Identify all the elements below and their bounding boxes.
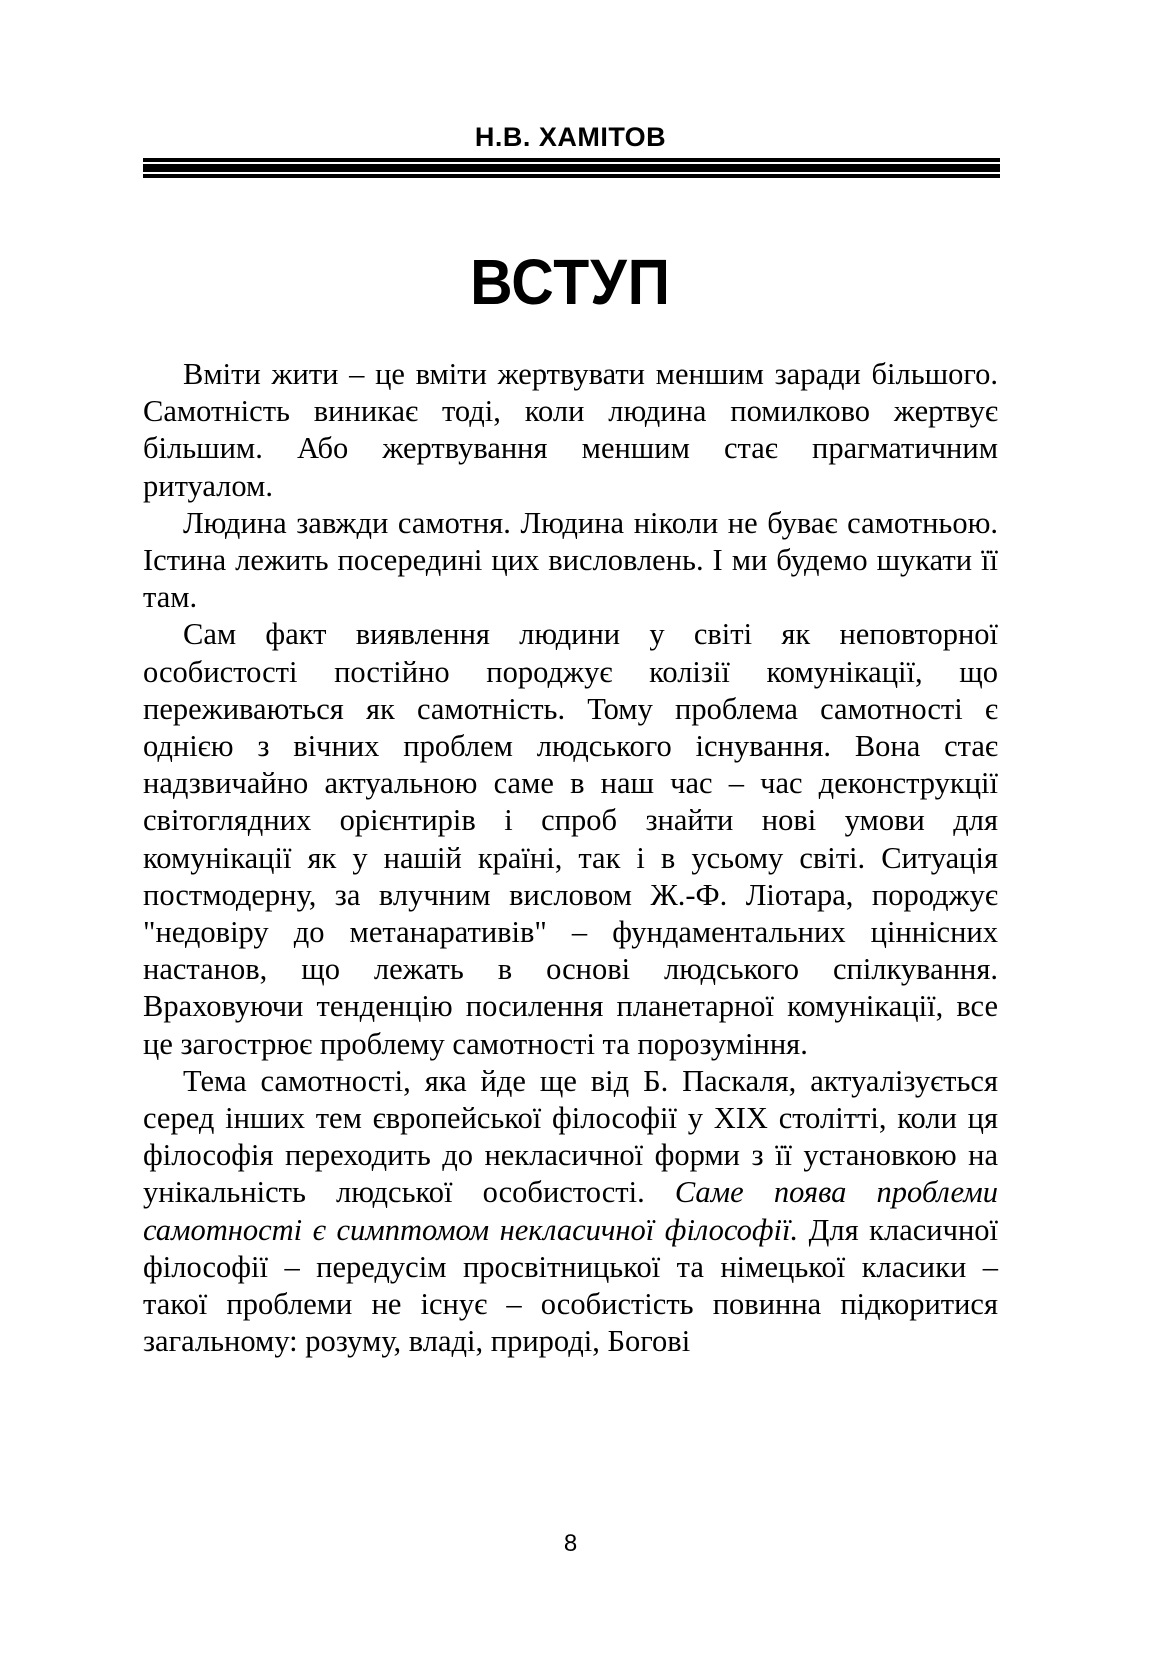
body-text	[143, 356, 998, 1360]
header-triple-rule	[143, 158, 1000, 178]
paragraph-3: Сам факт виявлення людини у світі як неповторної особистості постійно породжує колізії комунікації, що переживаються як самотність. Тому проблема самотності є однією з вічних проблем людського існування. Вона стає надзвичайно актуальною саме в наш час – час деконструкції світоглядних орієнтирів і спроб знайти нові умови для комунікації як у нашій країні, так і в усьому світі. Ситуація постмодерну, за влучним висловом Ж.-Ф. Ліотара, породжує "недовіру до метанаративів" – фундаментальних ціннісних настанов, що лежать в основі людського спілкування. Враховуючи тенденцію посилення планетарної комунікації, все це загострює проблему самотності та порозуміння.	[143, 617, 998, 1061]
paragraph-4-text-before: Тема самотності, яка йде ще від Б. Паскаля, актуалізується серед інших тем європейської філософії у XIX столітті, коли ця філософія переходить до некласичної форми з її установкою на унікальність людської особистості.	[143, 1063, 998, 1210]
paragraph-2: Людина завжди самотня. Людина ніколи не буває самотньою. Істина лежить посередині цих висловлень. І ми будемо шукати її там.	[143, 505, 998, 615]
chapter-title: ВСТУП	[470, 246, 671, 318]
paragraph-4	[143, 1063, 998, 1361]
header-rule-thin-top	[143, 158, 1000, 162]
paragraph-4-italic-emphasis: Саме поява проблеми самотності є симптомом некласичної філософії.	[143, 1175, 998, 1247]
paragraph-1: Вміти жити – це вміти жертвувати меншим заради більшого. Самотність виникає тоді, коли людина помилково жертвує більшим. Або жертвування меншим стає прагматичним ритуалом.	[143, 357, 998, 503]
running-head-author: Н.В. ХАМІТОВ	[474, 122, 667, 152]
page-number: 8	[563, 1530, 578, 1557]
header-rule-thick-middle	[143, 164, 1000, 172]
header-rule-thin-bottom	[143, 174, 1000, 178]
paragraph-4-text-after: Для класичної філософії – передусім просвітницької та німецької класики – такої проблеми не існує – особистість повинна підкоритися загальному: розуму, владі, природі, Богові	[143, 1212, 999, 1359]
